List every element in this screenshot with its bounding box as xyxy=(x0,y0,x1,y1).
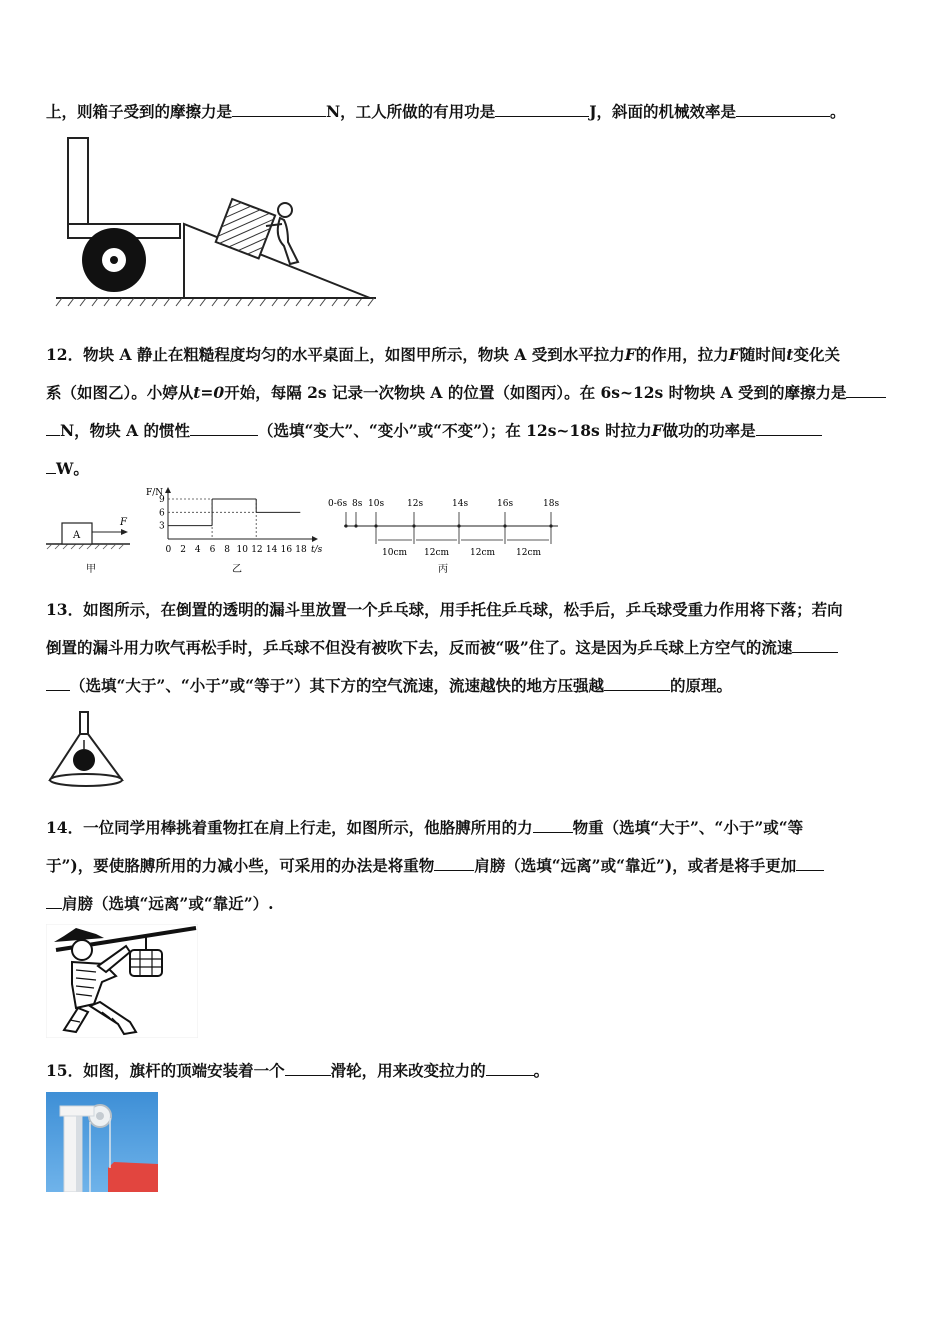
q14-text-3a: 肩膀（选填“远离”或“靠近”）. xyxy=(62,894,274,913)
y-axis-arrow xyxy=(165,487,171,493)
x-tick-8: 8 xyxy=(224,545,231,555)
q12-figure-yi-chart xyxy=(138,482,338,576)
q13-line3 xyxy=(46,676,732,696)
q11-text-a: 上，则箱子受到的摩擦力是 xyxy=(46,102,233,121)
q12-line4 xyxy=(46,459,89,479)
q14-blank-weight-pos[interactable] xyxy=(434,856,474,871)
q11-text-b: N，工人所做的有用功是 xyxy=(326,102,496,121)
q12-blank-power-cont[interactable] xyxy=(46,459,56,474)
q12-text-1c: 随时间 xyxy=(739,345,787,364)
q13-blank-pressure[interactable] xyxy=(604,676,670,691)
q13-text-1: 13．如图所示，在倒置的透明的漏斗里放置一个乒乓球，用手托住乒乓球，松手后，乒乓球受重力作用将下落；若向 xyxy=(46,600,843,619)
q11-blank-work[interactable] xyxy=(495,102,589,117)
time-label-12s: 12s xyxy=(407,499,424,509)
q12-blank-friction-cont[interactable] xyxy=(46,421,60,436)
q15-text-1a: 15．如图，旗杆的顶端安装着一个 xyxy=(46,1061,285,1080)
dist-label-4: 12cm xyxy=(516,548,542,558)
x-axis-label: t/s xyxy=(311,545,323,555)
q13-text-3b: 的原理。 xyxy=(670,676,733,695)
q14-blank-hand-pos-cont[interactable] xyxy=(46,894,62,909)
funnel-ball-figure xyxy=(44,710,128,792)
q12-symbol-t0: t=0 xyxy=(193,383,225,402)
q12-line2 xyxy=(46,383,886,403)
q12-text-4a: W。 xyxy=(56,459,89,478)
q12-text-3b: （选填“变大”、“变小”或“不变”）；在 12s~18s 时拉力 xyxy=(258,421,652,440)
q15-blank-direction[interactable] xyxy=(486,1061,534,1076)
q14-blank-hand-pos[interactable] xyxy=(796,856,824,871)
q12-symbol-t: t xyxy=(786,345,794,364)
q14-text-2b: 肩膀（选填“远离”或“靠近”)，或者是将手更加 xyxy=(474,856,797,875)
dist-label-3: 12cm xyxy=(470,548,496,558)
x-tick-12: 12 xyxy=(251,545,263,555)
q12-blank-power[interactable] xyxy=(756,421,822,436)
person-carrying-load-figure xyxy=(46,924,198,1038)
x-tick-4: 4 xyxy=(194,545,201,555)
q15-line1 xyxy=(46,1061,549,1081)
q15-text-1b: 滑轮，用来改变拉力的 xyxy=(330,1061,486,1080)
caption-jia: 甲 xyxy=(86,564,96,575)
block-a-label: A xyxy=(73,530,81,541)
caption-bing: 丙 xyxy=(438,564,448,575)
q13-text-3a: （选填“大于”、“小于”或“等于”）其下方的空气流速，流速越快的地方压强越 xyxy=(70,676,604,695)
dist-label-2: 12cm xyxy=(424,548,450,558)
q13-line2 xyxy=(46,638,838,658)
q12-figure-bing xyxy=(326,492,566,576)
q12-text-1d: 变化关 xyxy=(793,345,840,364)
flagpole-pulley-figure xyxy=(46,1092,158,1192)
x-tick-2: 2 xyxy=(180,545,186,555)
time-label-0-6s: 0-6s xyxy=(328,499,348,509)
truck-ramp-figure xyxy=(52,132,382,308)
x-tick-16: 16 xyxy=(280,545,293,555)
q14-line1 xyxy=(46,818,803,838)
q15-blank-pulley-type[interactable] xyxy=(285,1061,331,1076)
q12-text-1a: 12．物块 A 静止在粗糙程度均匀的水平桌面上，如图甲所示，物块 A 受到水平拉力 xyxy=(46,345,625,364)
x-tick-10: 10 xyxy=(236,545,248,555)
y-axis-label: F/N xyxy=(146,488,164,498)
y-tick-3: 3 xyxy=(159,521,165,532)
dist-label-1: 10cm xyxy=(382,548,408,558)
q12-line3 xyxy=(46,421,822,441)
force-label: F xyxy=(120,517,127,528)
q11-blank-efficiency[interactable] xyxy=(736,102,830,117)
q11-line1 xyxy=(46,102,846,122)
q13-blank-speed[interactable] xyxy=(792,638,838,653)
caption-yi: 乙 xyxy=(232,564,242,575)
time-label-16s: 16s xyxy=(497,499,514,509)
q12-symbol-f3: F xyxy=(651,421,663,440)
q12-line1 xyxy=(46,345,840,365)
q14-blank-force[interactable] xyxy=(533,818,573,833)
time-label-18s: 18s xyxy=(543,499,560,509)
q13-text-2: 倒置的漏斗用力吹气再松手时，乒乓球不但没有被吹下去，反而被“吸”住了。这是因为乒乓球上方空气的流速 xyxy=(46,638,793,657)
q14-line3 xyxy=(46,894,274,914)
q12-figure-jia xyxy=(44,510,136,576)
q12-blank-inertia[interactable] xyxy=(190,421,258,436)
q13-line1 xyxy=(46,600,843,620)
x-tick-0: 0 xyxy=(165,545,172,555)
q12-text-3a: N，物块 A 的惯性 xyxy=(60,421,190,440)
x-tick-18: 18 xyxy=(295,545,307,555)
q12-text-1b: 的作用，拉力 xyxy=(635,345,729,364)
y-tick-6: 6 xyxy=(159,508,165,519)
x-axis-arrow xyxy=(312,536,318,542)
q15-text-1c: 。 xyxy=(533,1061,550,1080)
q12-symbol-f: F xyxy=(624,345,636,364)
y-tick-9: 9 xyxy=(159,495,165,505)
q11-text-c: J，斜面的机械效率是 xyxy=(589,102,737,121)
x-tick-14: 14 xyxy=(265,545,278,555)
time-label-14s: 14s xyxy=(452,499,469,509)
q12-blank-friction[interactable] xyxy=(846,383,886,398)
q12-text-2a: 系（如图乙）。小婷从 xyxy=(46,383,194,402)
q11-blank-friction[interactable] xyxy=(232,102,326,117)
q12-symbol-f2: F xyxy=(728,345,740,364)
q12-text-2b: 开始，每隔 2s 记录一次物块 A 的位置（如图丙）。在 6s~12s 时物块 A 受到的摩擦力是 xyxy=(224,383,847,402)
q14-text-1b: 物重（选填“大于”、“小于”或“等 xyxy=(572,818,804,837)
x-tick-6: 6 xyxy=(209,545,216,555)
q12-text-3c: 做功的功率是 xyxy=(662,421,756,440)
time-label-10s: 10s xyxy=(368,499,385,509)
q14-text-1a: 14．一位同学用棒挑着重物扛在肩上行走，如图所示，他胳膊所用的力 xyxy=(46,818,533,837)
q14-text-2a: 于”)，要使胳膊所用的力减小些，可采用的办法是将重物 xyxy=(46,856,435,875)
q11-text-d: 。 xyxy=(830,102,846,121)
q14-line2 xyxy=(46,856,824,876)
q13-blank-speed-cont[interactable] xyxy=(46,676,70,691)
time-label-8s: 8s xyxy=(352,499,363,509)
